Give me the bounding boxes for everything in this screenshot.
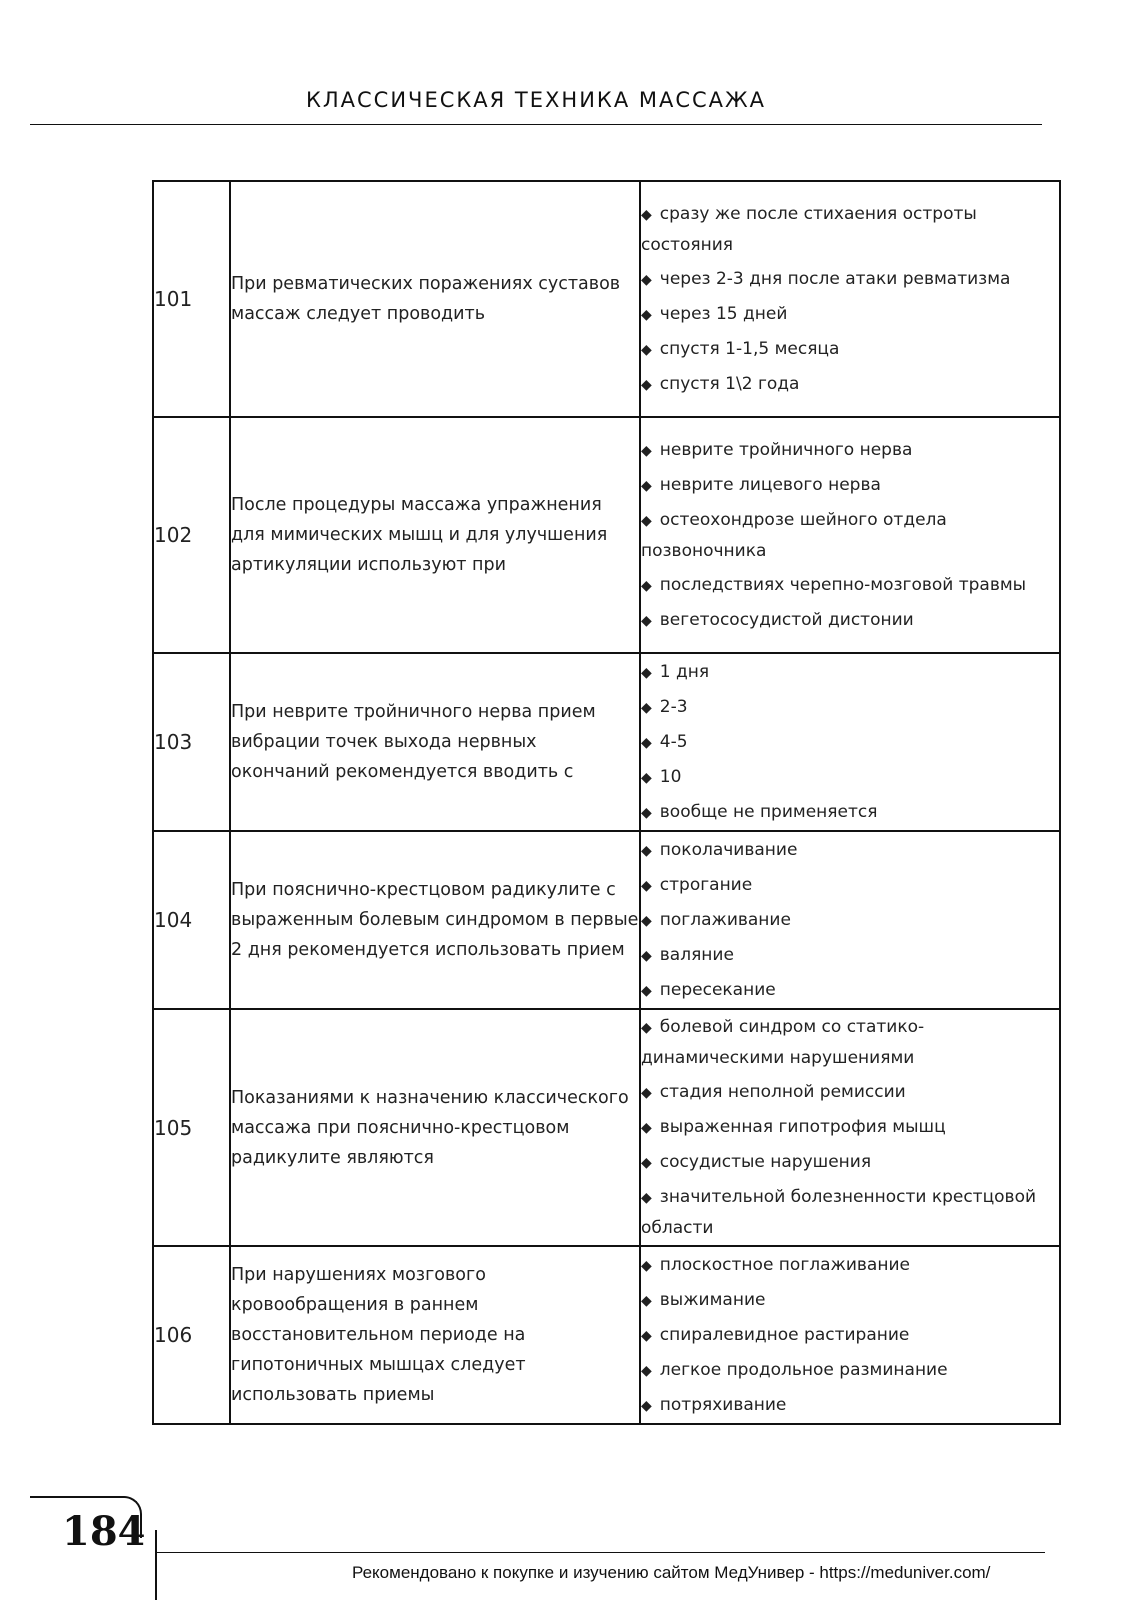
diamond-bullet-icon: ◆ xyxy=(641,804,652,821)
answer-text: остеохондрозе шейного отдела позвоночника xyxy=(641,509,947,561)
answer-text: вообще не применяется xyxy=(659,801,878,822)
answer-option xyxy=(641,297,1059,332)
answer-list xyxy=(640,417,1060,653)
question-text: После процедуры массажа упражнения для мимических мышц и для улучшения артикуляции используют при xyxy=(230,417,640,653)
diamond-bullet-icon: ◆ xyxy=(641,664,652,681)
answer-option xyxy=(641,795,1059,830)
answer-text: 2-3 xyxy=(659,696,688,717)
answer-option xyxy=(641,503,1059,568)
answer-list xyxy=(640,1246,1060,1424)
answer-list xyxy=(640,1009,1060,1246)
answer-option xyxy=(641,1388,1059,1423)
answer-option xyxy=(641,973,1059,1008)
diamond-bullet-icon: ◆ xyxy=(641,1120,652,1136)
answer-text: пересекание xyxy=(659,979,776,1000)
answer-text: сосудистые нарушения xyxy=(659,1152,872,1172)
answer-option xyxy=(641,468,1059,503)
answer-option xyxy=(641,690,1059,725)
question-number: 104 xyxy=(153,831,230,1009)
answer-list xyxy=(640,181,1060,417)
diamond-bullet-icon: ◆ xyxy=(641,206,652,223)
answer-text: потряхивание xyxy=(659,1394,787,1415)
question-row xyxy=(153,417,1060,653)
question-number: 101 xyxy=(153,181,230,417)
diamond-bullet-icon: ◆ xyxy=(641,982,652,999)
diamond-bullet-icon: ◆ xyxy=(641,1085,652,1101)
question-number: 106 xyxy=(153,1246,230,1424)
question-row xyxy=(153,653,1060,831)
answer-option xyxy=(641,1180,1059,1245)
answer-option xyxy=(641,1010,1059,1075)
diamond-bullet-icon: ◆ xyxy=(641,341,652,358)
running-head: КЛАССИЧЕСКАЯ ТЕХНИКА МАССАЖА xyxy=(305,88,767,112)
diamond-bullet-icon: ◆ xyxy=(641,442,652,459)
answer-option xyxy=(641,1318,1059,1353)
answer-text: плоскостное поглаживание xyxy=(659,1254,910,1275)
diamond-bullet-icon: ◆ xyxy=(641,477,652,494)
answer-option xyxy=(641,1283,1059,1318)
diamond-bullet-icon: ◆ xyxy=(641,577,652,594)
question-table xyxy=(152,180,1061,1425)
question-number: 102 xyxy=(153,417,230,653)
footer-note: Рекомендовано к покупке и изучению сайтом МедУнивер - https://meduniver.com/ xyxy=(352,1563,991,1582)
diamond-bullet-icon: ◆ xyxy=(641,842,652,859)
answer-text: 4-5 xyxy=(659,731,688,752)
diamond-bullet-icon: ◆ xyxy=(641,947,652,964)
diamond-bullet-icon: ◆ xyxy=(641,376,652,393)
page-number: 184 xyxy=(62,1508,146,1555)
answer-text: спиралевидное растирание xyxy=(659,1324,910,1345)
diamond-bullet-icon: ◆ xyxy=(641,1292,652,1309)
diamond-bullet-icon: ◆ xyxy=(641,877,652,894)
diamond-bullet-icon: ◆ xyxy=(641,699,652,716)
diamond-bullet-icon: ◆ xyxy=(641,912,652,929)
diamond-bullet-icon: ◆ xyxy=(641,1190,652,1206)
answer-text: через 2-3 дня после атаки ревматизма xyxy=(659,268,1011,289)
answer-option xyxy=(641,655,1059,690)
answer-option xyxy=(641,760,1059,795)
question-text: При ревматических поражениях суставов массаж следует проводить xyxy=(230,181,640,417)
answer-text: 1 дня xyxy=(659,661,710,682)
answer-option xyxy=(641,938,1059,973)
answer-text: значительной болезненности крестцовой области xyxy=(641,1187,1037,1238)
answer-text: неврите лицевого нерва xyxy=(659,474,881,495)
answer-text: неврите тройничного нерва xyxy=(659,439,913,460)
answer-option xyxy=(641,603,1059,638)
answer-option xyxy=(641,433,1059,468)
answer-option xyxy=(641,197,1059,262)
answer-option xyxy=(641,1075,1059,1110)
answer-text: последствиях черепно-мозговой травмы xyxy=(659,574,1027,595)
answer-option xyxy=(641,833,1059,868)
answer-text: стадия неполной ремиссии xyxy=(659,1082,906,1102)
answer-text: валяние xyxy=(659,944,734,965)
diamond-bullet-icon: ◆ xyxy=(641,1257,652,1274)
question-row xyxy=(153,1246,1060,1424)
answer-text: болевой синдром со статико-динамическими нарушениями xyxy=(641,1017,925,1068)
answer-text: 10 xyxy=(659,766,682,787)
answer-text: поколачивание xyxy=(659,839,798,860)
header-rule xyxy=(30,124,1042,125)
diamond-bullet-icon: ◆ xyxy=(641,1020,652,1036)
answer-text: сразу же после стихаения остроты состояния xyxy=(641,203,977,255)
diamond-bullet-icon: ◆ xyxy=(641,1362,652,1379)
question-row xyxy=(153,831,1060,1009)
answer-list xyxy=(640,831,1060,1009)
answer-option xyxy=(641,1110,1059,1145)
answer-option xyxy=(641,868,1059,903)
answer-text: выжимание xyxy=(659,1289,766,1310)
answer-option xyxy=(641,1353,1059,1388)
answer-option xyxy=(641,332,1059,367)
answer-text: строгание xyxy=(659,874,753,895)
diamond-bullet-icon: ◆ xyxy=(641,612,652,629)
answer-list xyxy=(640,653,1060,831)
answer-option xyxy=(641,568,1059,603)
diamond-bullet-icon: ◆ xyxy=(641,306,652,323)
answer-option xyxy=(641,903,1059,938)
footer-rule xyxy=(155,1552,1045,1553)
question-text: При пояснично-крестцовом радикулите с выраженным болевым синдромом в первые 2 дня рекомендуется использовать прием xyxy=(230,831,640,1009)
question-text: При нарушениях мозгового кровообращения в раннем восстановительном периоде на гипотоничных мышцах следует использовать приемы xyxy=(230,1246,640,1424)
answer-option xyxy=(641,367,1059,402)
answer-text: спустя 1\2 года xyxy=(659,373,800,394)
diamond-bullet-icon: ◆ xyxy=(641,512,652,529)
diamond-bullet-icon: ◆ xyxy=(641,271,652,288)
question-text: При неврите тройничного нерва прием вибрации точек выхода нервных окончаний рекомендуется вводить с xyxy=(230,653,640,831)
question-row xyxy=(153,181,1060,417)
answer-text: поглаживание xyxy=(659,909,791,930)
question-row xyxy=(153,1009,1060,1246)
diamond-bullet-icon: ◆ xyxy=(641,769,652,786)
answer-text: легкое продольное разминание xyxy=(659,1359,948,1380)
answer-option xyxy=(641,1248,1059,1283)
diamond-bullet-icon: ◆ xyxy=(641,1155,652,1171)
answer-text: спустя 1-1,5 месяца xyxy=(659,338,840,359)
answer-option xyxy=(641,1145,1059,1180)
answer-text: через 15 дней xyxy=(659,303,788,324)
question-text: Показаниями к назначению классического массажа при пояснично-крестцовом радикулите являются xyxy=(230,1009,640,1246)
question-number: 105 xyxy=(153,1009,230,1246)
question-number: 103 xyxy=(153,653,230,831)
answer-text: выраженная гипотрофия мышц xyxy=(659,1117,946,1137)
answer-option xyxy=(641,725,1059,760)
answer-option xyxy=(641,262,1059,297)
page-number-frame-divider xyxy=(155,1530,157,1600)
diamond-bullet-icon: ◆ xyxy=(641,734,652,751)
answer-text: вегетососудистой дистонии xyxy=(659,609,914,630)
diamond-bullet-icon: ◆ xyxy=(641,1397,652,1414)
diamond-bullet-icon: ◆ xyxy=(641,1327,652,1344)
